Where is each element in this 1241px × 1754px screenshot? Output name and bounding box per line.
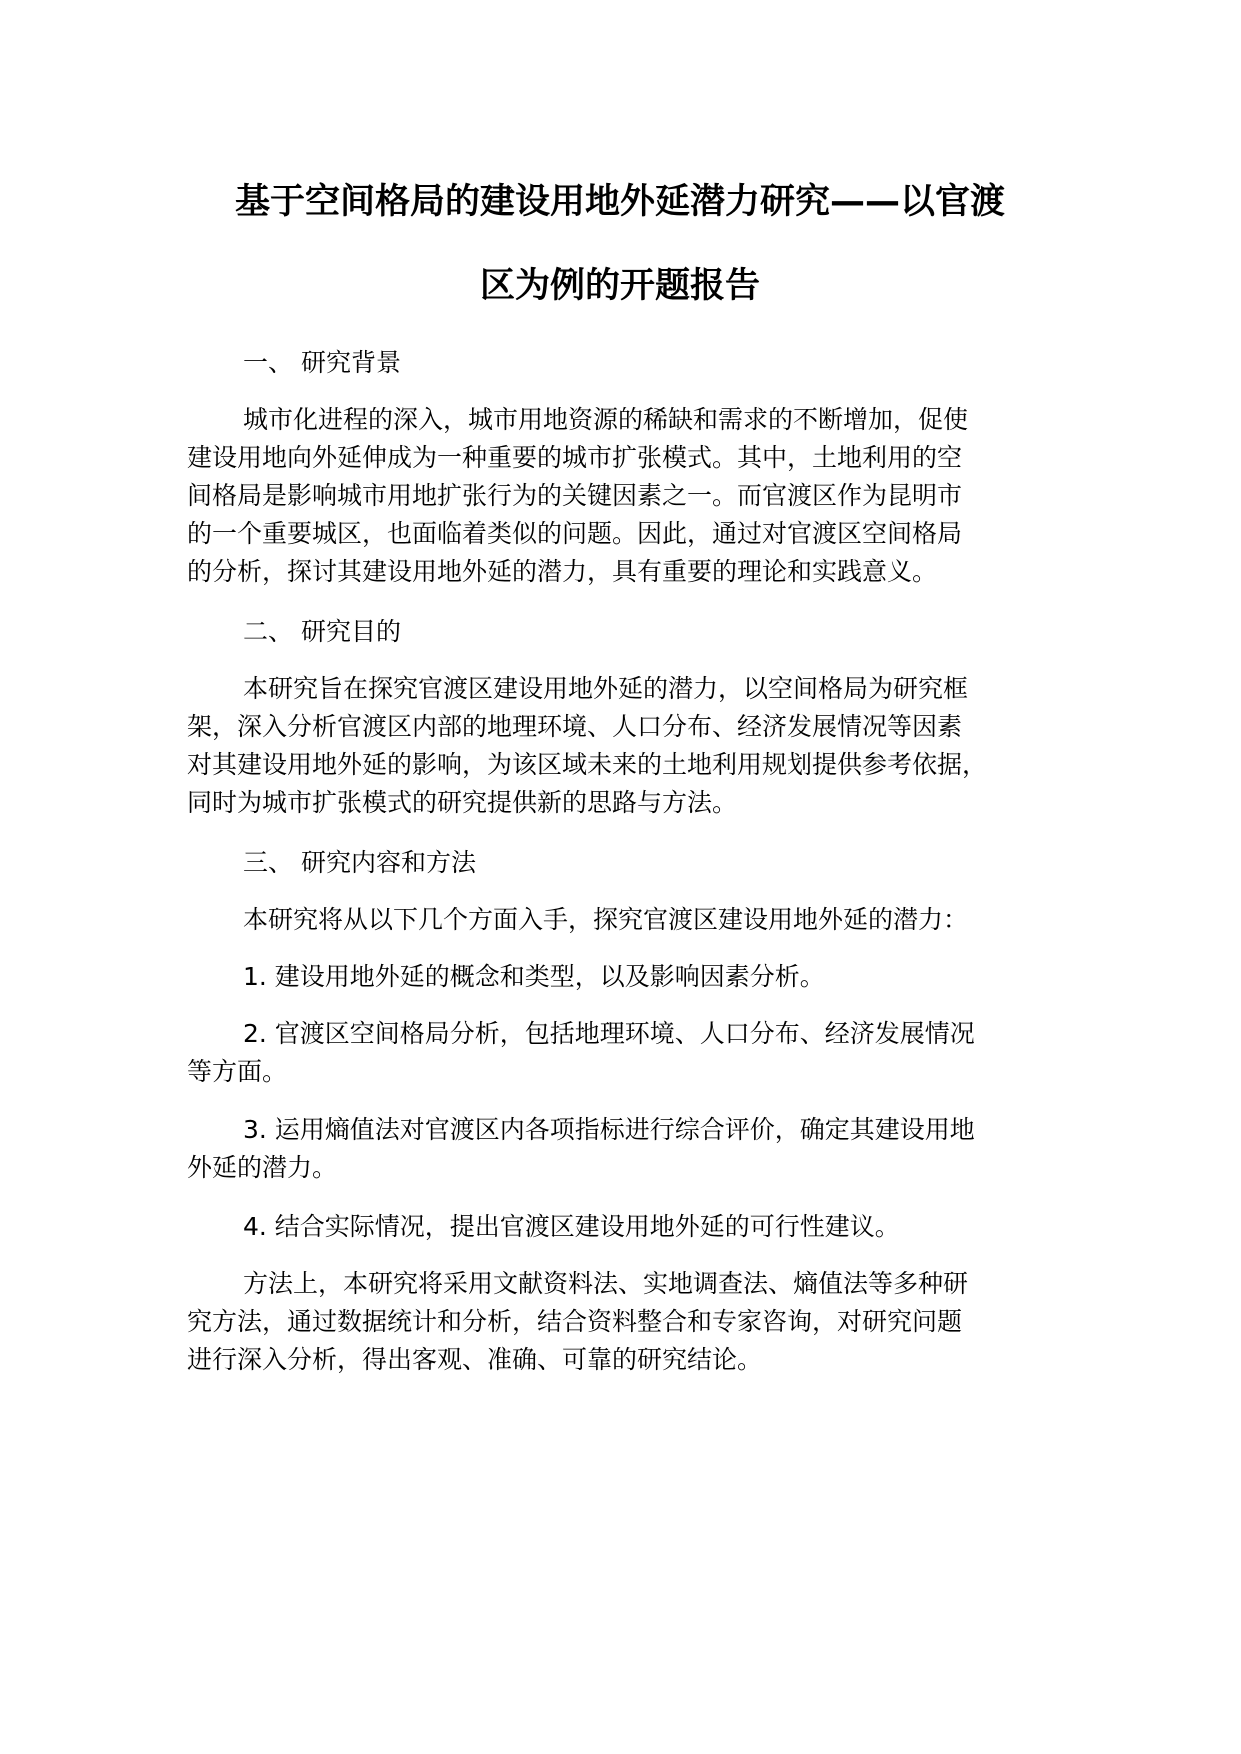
section-1-heading: 一、 研究背景 [243, 348, 401, 377]
method-line-2: 究方法，通过数据统计和分析，结合资料整合和专家咨询，对研究问题 [187, 1307, 963, 1336]
section-2-line-4: 同时为城市扩张模式的研究提供新的思路与方法。 [187, 788, 738, 817]
section-1-line-2: 建设用地向外延伸成为一种重要的城市扩张模式。其中，土地利用的空 [187, 443, 963, 472]
list-item-3-line-2: 外延的潜力。 [187, 1153, 338, 1182]
list-item-2-line-2: 等方面。 [187, 1057, 288, 1086]
section-1-line-4: 的一个重要城区，也面临着类似的问题。因此，通过对官渡区空间格局 [187, 519, 963, 548]
section-3-heading: 三、 研究内容和方法 [243, 848, 476, 877]
document-title-line-2: 区为例的开题报告 [479, 266, 760, 306]
list-item-2-line-1: 2. 官渡区空间格局分析，包括地理环境、人口分布、经济发展情况 [243, 1019, 975, 1048]
section-1-line-3: 间格局是影响城市用地扩张行为的关键因素之一。而官渡区作为昆明市 [187, 481, 963, 510]
section-2-line-3: 对其建设用地外延的影响，为该区域未来的土地利用规划提供参考依据， [187, 750, 988, 779]
list-item-1: 1. 建设用地外延的概念和类型，以及影响因素分析。 [243, 962, 825, 991]
list-item-3-line-1: 3. 运用熵值法对官渡区内各项指标进行综合评价，确定其建设用地 [243, 1115, 975, 1144]
section-1-line-5: 的分析，探讨其建设用地外延的潜力，具有重要的理论和实践意义。 [187, 557, 938, 586]
section-3-intro: 本研究将从以下几个方面入手，探究官渡区建设用地外延的潜力： [243, 905, 969, 934]
section-2-line-2: 架，深入分析官渡区内部的地理环境、人口分布、经济发展情况等因素 [187, 712, 963, 741]
section-1-line-1: 城市化进程的深入，城市用地资源的稀缺和需求的不断增加，促使 [243, 405, 969, 434]
document-title-line-1: 基于空间格局的建设用地外延潜力研究——以官渡 [234, 182, 1005, 222]
method-line-1: 方法上，本研究将采用文献资料法、实地调查法、熵值法等多种研 [243, 1269, 969, 1298]
list-item-4: 4. 结合实际情况，提出官渡区建设用地外延的可行性建议。 [243, 1212, 900, 1241]
section-2-line-1: 本研究旨在探究官渡区建设用地外延的潜力，以空间格局为研究框 [243, 674, 969, 703]
section-2-heading: 二、 研究目的 [243, 617, 401, 646]
method-line-3: 进行深入分析，得出客观、准确、可靠的研究结论。 [187, 1345, 763, 1374]
